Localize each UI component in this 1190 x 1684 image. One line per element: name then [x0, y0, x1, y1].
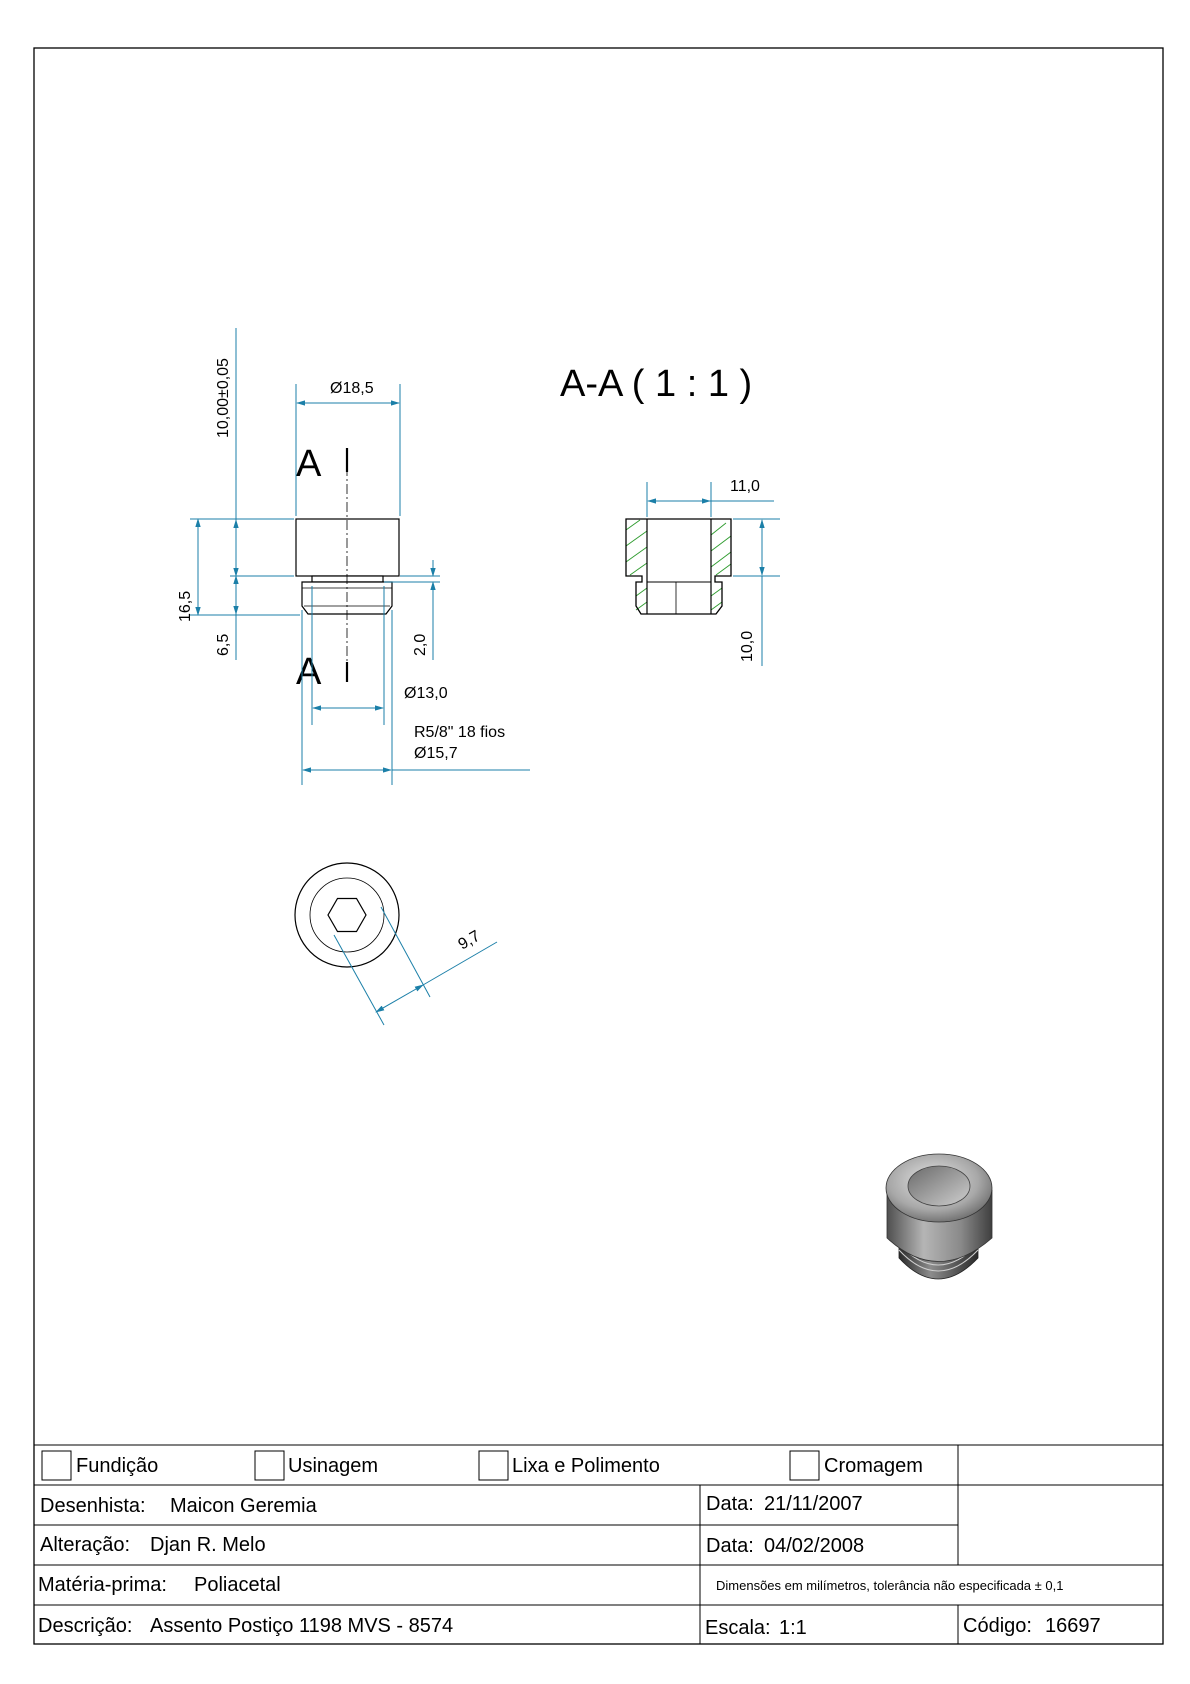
checkbox-fundicao[interactable]: [42, 1451, 71, 1480]
drawer-label: Desenhista:: [40, 1495, 146, 1517]
process-fundicao-label: Fundição: [76, 1455, 159, 1477]
scale-value: 1:1: [779, 1617, 807, 1639]
section-hatch: [626, 520, 731, 610]
description-value: Assento Postiço 1198 MVS - 8574: [150, 1615, 454, 1637]
front-view: [177, 328, 530, 785]
scale-label: Escala:: [705, 1617, 771, 1639]
drawer-value: Maicon Geremia: [170, 1495, 317, 1517]
change-label: Alteração:: [40, 1534, 131, 1556]
drawer-date-label: Data:: [706, 1493, 754, 1515]
dim-hex-flats: 9,7: [455, 927, 484, 954]
dim-diameter-top: Ø18,5: [330, 380, 374, 397]
dim-thread-height: 6,5: [215, 633, 232, 656]
process-cromagem-label: Cromagem: [824, 1455, 923, 1477]
section-title: A-A ( 1 : 1 ): [560, 363, 753, 405]
checkbox-lixa-polimento[interactable]: [479, 1451, 508, 1480]
dim-groove: 2,0: [412, 633, 429, 656]
tolerance-note: Dimensões em milímetros, tolerância não especificada ± 0,1: [716, 1578, 1064, 1593]
section-view: [560, 363, 780, 666]
top-view: [295, 863, 497, 1025]
dim-height-tolerance: 10,00±0,05: [215, 358, 232, 438]
process-usinagem-label: Usinagem: [288, 1455, 379, 1477]
dim-inner-diameter: Ø13,0: [404, 685, 448, 702]
checkbox-cromagem[interactable]: [790, 1451, 819, 1480]
dim-section-height: 10,0: [739, 630, 756, 662]
change-value: Djan R. Melo: [150, 1534, 266, 1556]
dim-thread-diameter: Ø15,7: [414, 745, 458, 762]
change-date-value: 04/02/2008: [764, 1535, 865, 1557]
code-label: Código:: [963, 1615, 1032, 1637]
checkbox-usinagem[interactable]: [255, 1451, 284, 1480]
sheet-border: [34, 48, 1163, 1644]
title-block: [34, 1445, 1163, 1644]
isometric-render: [886, 1154, 992, 1279]
dim-total-height: 16,5: [177, 590, 194, 622]
thread-spec: R5/8" 18 fios: [414, 724, 506, 741]
process-lixa-label: Lixa e Polimento: [512, 1455, 660, 1477]
drawer-date-value: 21/11/2007: [764, 1493, 863, 1515]
material-label: Matéria-prima:: [38, 1574, 167, 1596]
material-value: Poliacetal: [194, 1574, 281, 1596]
neck-outline: [312, 576, 383, 582]
dim-section-width: 11,0: [730, 478, 760, 495]
change-date-label: Data:: [706, 1535, 754, 1557]
description-label: Descrição:: [38, 1615, 133, 1637]
head-outline: [296, 519, 399, 576]
section-mark-bottom: A: [296, 651, 322, 693]
section-mark-top: A: [296, 443, 322, 485]
code-value: 16697: [1045, 1615, 1101, 1637]
